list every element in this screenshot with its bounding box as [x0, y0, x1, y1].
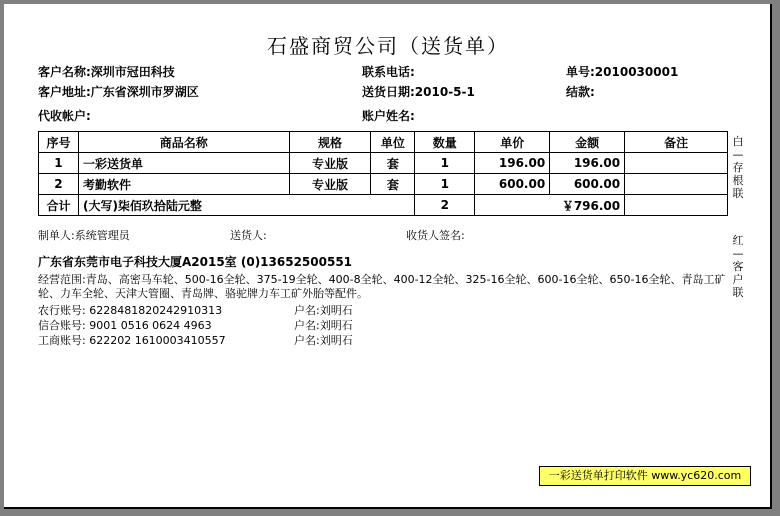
document-title: 石盛商贸公司（送货单）: [267, 34, 509, 58]
total-in-words: (大写)柒佰玖拾陆元整: [78, 195, 414, 216]
delivery-date: 送货日期:2010-5-1: [362, 85, 475, 99]
software-brand-banner: 一彩送货单打印软件 www.yc620.com: [539, 466, 751, 486]
cell-amount: 600.00: [550, 174, 625, 195]
table-row: [39, 153, 728, 174]
contact-phone: 联系电话:: [362, 65, 415, 79]
bank-account-icbc-owner: 户名:刘明石: [294, 334, 353, 347]
col-header-unit: 单位: [371, 132, 415, 153]
side-label-stub: 白—存根联: [732, 135, 744, 200]
business-scope: 经营范围:青岛、高密马车轮、500-16全轮、375-19全轮、400-8全轮、400-12全轮、325-16全轮、600-16全轮、650-16全轮、青岛工矿轮、力车全轮、天津大管圈、青岛牌、骆驼牌力车工矿外胎等配件。: [38, 273, 726, 300]
cell-price: 196.00: [475, 153, 550, 174]
delivery-note-paper: [4, 4, 772, 509]
cell-price: 600.00: [475, 174, 550, 195]
company-address-phone: 广东省东莞市电子科技大厦A2015室 (0)13652500551: [38, 255, 353, 269]
bank-account-credit-owner: 户名:刘明石: [294, 319, 353, 332]
cell-qty: 1: [415, 153, 475, 174]
maker-signature: 制单人:系统管理员: [38, 229, 130, 242]
table-row: [39, 174, 728, 195]
customer-address: 客户地址:广东省深圳市罗湖区: [38, 85, 199, 99]
col-header-note: 备注: [625, 132, 728, 153]
cell-name: 考勤软件: [78, 174, 289, 195]
bank-account-agri: 农行账号: 6228481820242910313: [38, 304, 223, 317]
settlement: 结款:: [566, 85, 595, 99]
cell-no: 1: [39, 153, 79, 174]
receiver-signature: 收货人签名:: [406, 229, 465, 242]
cell-note: [625, 174, 728, 195]
cell-unit: 套: [371, 153, 415, 174]
order-number: 单号:2010030001: [566, 65, 679, 79]
col-header-name: 商品名称: [78, 132, 289, 153]
bank-account-icbc: 工商账号: 622202 1610003410557: [38, 334, 226, 347]
customer-name: 客户名称:深圳市冠田科技: [38, 65, 175, 79]
table-total-row: [39, 195, 728, 216]
account-name: 账户姓名:: [362, 109, 415, 123]
cell-note: [625, 153, 728, 174]
collect-account: 代收帐户:: [38, 109, 91, 123]
total-amount: ￥796.00: [475, 195, 625, 216]
cell-no: 2: [39, 174, 79, 195]
col-header-spec: 规格: [289, 132, 371, 153]
table-header-row: [39, 132, 728, 153]
items-table: [38, 131, 728, 216]
col-header-amount: 金额: [550, 132, 625, 153]
col-header-price: 单价: [475, 132, 550, 153]
side-label-customer: 红—客户联: [732, 234, 744, 299]
cell-name: 一彩送货单: [78, 153, 289, 174]
total-label: 合计: [39, 195, 79, 216]
col-header-qty: 数量: [415, 132, 475, 153]
total-qty: 2: [415, 195, 475, 216]
cell-qty: 1: [415, 174, 475, 195]
bank-account-credit: 信合账号: 9001 0516 0624 4963: [38, 319, 212, 332]
col-header-no: 序号: [39, 132, 79, 153]
cell-amount: 196.00: [550, 153, 625, 174]
total-note: [625, 195, 728, 216]
bank-account-agri-owner: 户名:刘明石: [294, 304, 353, 317]
deliverer-signature: 送货人:: [230, 229, 267, 242]
cell-spec: 专业版: [289, 174, 371, 195]
cell-unit: 套: [371, 174, 415, 195]
cell-spec: 专业版: [289, 153, 371, 174]
